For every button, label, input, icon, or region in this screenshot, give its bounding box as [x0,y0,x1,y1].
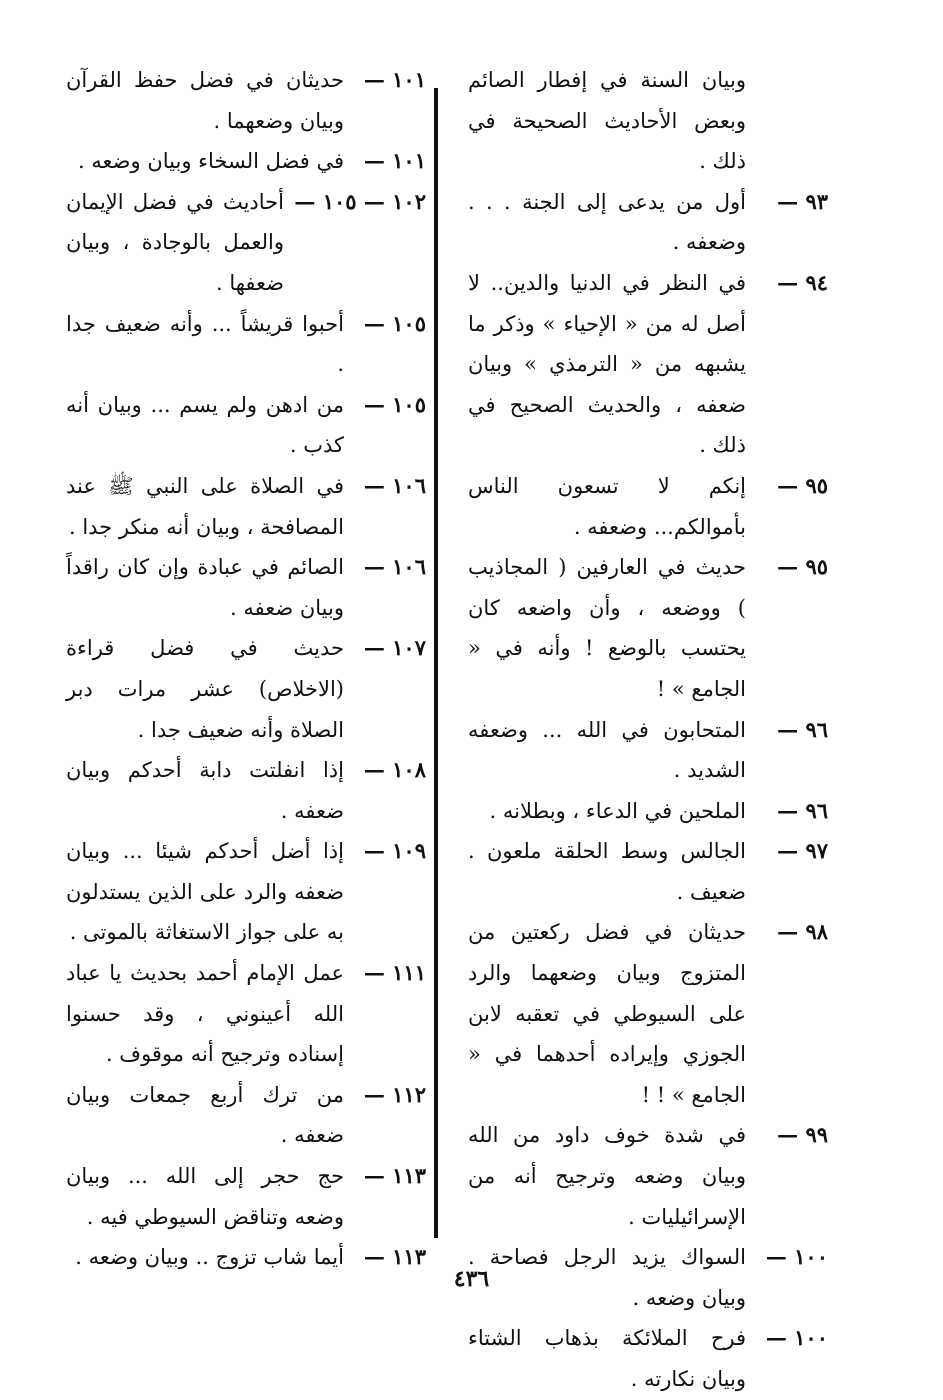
entry-number: ٩٥ — [777,554,828,580]
entry-number: ٩٧ — [777,838,828,864]
entry-text: إذا أضل أحدكم شيئا ... وبيان ضعفه والرد على الذين يستدلون به على جواز الاستغاثة بالموتى . [66,839,344,945]
index-entry [66,466,426,547]
index-entry [66,182,426,304]
entry-text: الملحين في الدعاء ، وبطلانه . [489,798,746,823]
entry-text: فرح الملائكة بذهاب الشتاء وبيان نكارته . [468,1326,746,1391]
entry-number: ١٠٩ — [363,838,426,864]
entry-text: من ادهن ولم يسم ... وبيان أنه كذب . [66,392,344,458]
index-entry [468,466,828,547]
entry-text: من ترك أربع جمعات وبيان ضعفه . [66,1082,344,1148]
index-entry [66,831,426,953]
entry-number: ١١٣ — [363,1244,426,1270]
entry-text: المتحابون في الله ... وضعفه الشديد . [468,717,746,783]
index-entry [468,710,828,791]
entry-number: ١٠٧ — [363,635,426,661]
index-entry [66,60,426,141]
entry-text: أحبوا قريشاً ... وأنه ضعيف جدا . [66,311,344,377]
entry-number: ١٠٥ — [363,391,426,417]
left-column [66,60,426,1278]
entry-text: عمل الإمام أحمد بحديث يا عباد الله أعينوني ، وقد حسنوا إسناده وترجيح أنه موقوف . [66,961,344,1067]
index-entry [66,953,426,1075]
entry-number: ٩٦ — [777,797,828,823]
right-column [468,60,828,1400]
entry-number: ٩٣ — [777,188,828,214]
entry-text: السواك يزيد الرجل فصاحة . وبيان وضعه . [468,1245,746,1310]
index-entry [468,1318,828,1399]
index-entry [66,1156,426,1237]
index-entry [66,304,426,385]
entry-number: ١٠٢ — ١٠٥ — [294,188,426,214]
index-entry [66,385,426,466]
entry-text: في فضل السخاء وبيان وضعه . [77,149,344,174]
entry-number: ١٠٠ — [765,1244,828,1270]
entry-text: الجالس وسط الحلقة ملعون . ضعيف . [468,839,746,904]
entry-number: ٩٨ — [777,919,828,945]
entry-number: ١١٣ — [363,1163,426,1189]
entry-text: أحاديث في فضل الإيمان والعمل بالوجادة ، وبيان ضعفها . [66,189,284,295]
entry-number: ٩٩ — [777,1122,828,1148]
entry-number: ١١١ — [363,960,426,986]
entry-number: ١٠١ — [363,148,426,174]
entry-number: ٩٤ — [777,269,828,295]
entry-number: ١٠١ — [363,67,426,92]
entry-number: ١٠٥ — [363,310,426,336]
column-divider [434,88,438,1238]
entry-text: الصائم في عبادة وإن كان راقداً وبيان ضعفه . [66,555,344,620]
entry-number: ٩٥ — [777,472,828,498]
index-entry [66,750,426,831]
entry-number: ١٠٠ — [765,1325,828,1351]
entry-text: حديثان في فضل ركعتين من المتزوج وبيان وضعهما والرد على السيوطي في تعقبه لابن الجوزي وإيراده أحدهما في « الجامع » ! ! [468,920,746,1107]
index-entry [66,1075,426,1156]
entry-text: في الصلاة على النبي ﷺ عند المصافحة ، وبيان أنه منكر جدا . [66,473,344,539]
entry-text: في النظر في الدنيا والدين.. لا أصل له من « الإحياء » وذكر ما يشبهه من « الترمذي » وبيان ضعفه ، والحديث الصحيح في ذلك . [468,270,746,458]
entry-text: في شدة خوف داود من الله وبيان وضعه وترجيح أنه من الإسرائيليات . [468,1123,746,1229]
entry-text: حديثان في فضل حفظ القرآن وبيان وضعهما . [66,68,344,133]
page-number: ٤٣٦ [453,1266,490,1292]
entry-number: ١١٢ — [363,1081,426,1107]
continuation-text: وبيان السنة في إفطار الصائم وبعض الأحاديث الصحيحة في ذلك . [468,68,746,174]
index-entry [468,547,828,709]
index-entry [468,182,828,263]
index-entry [66,628,426,750]
index-entry [66,547,426,628]
entry-text: إنكم لا تسعون الناس بأموالكم... وضعفه . [468,473,746,539]
entry-number: ١٠٦ — [363,472,426,498]
index-entry [468,263,828,466]
entry-text: أيما شاب تزوج .. وبيان وضعه . [75,1245,344,1270]
entry-text: إذا انفلتت دابة أحدكم وبيان ضعفه . [66,758,344,823]
entry-text: أول من يدعى إلى الجنة . . . وضعفه . [468,189,746,255]
index-entry [66,141,426,182]
index-entry [468,1115,828,1237]
index-entry [468,912,828,1115]
entry-number: ٩٦ — [777,716,828,742]
entry-text: حديث في العارفين ( المجاذيب ) ووضعه ، وأن واضعه كان يحتسب بالوضع ! وأنه في « الجامع » ! [468,555,746,701]
entry-text: حديث في فضل قراءة (الاخلاص) عشر مرات دبر الصلاة وأنه ضعيف جدا . [66,636,344,742]
entry-number: ١٠٨ — [363,757,426,783]
index-entry [468,831,828,912]
index-entry [468,791,828,832]
entry-text: حج حجر إلى الله ... وبيان وضعه وتناقض السيوطي فيه . [66,1164,344,1229]
entry-number: ١٠٦ — [363,554,426,580]
